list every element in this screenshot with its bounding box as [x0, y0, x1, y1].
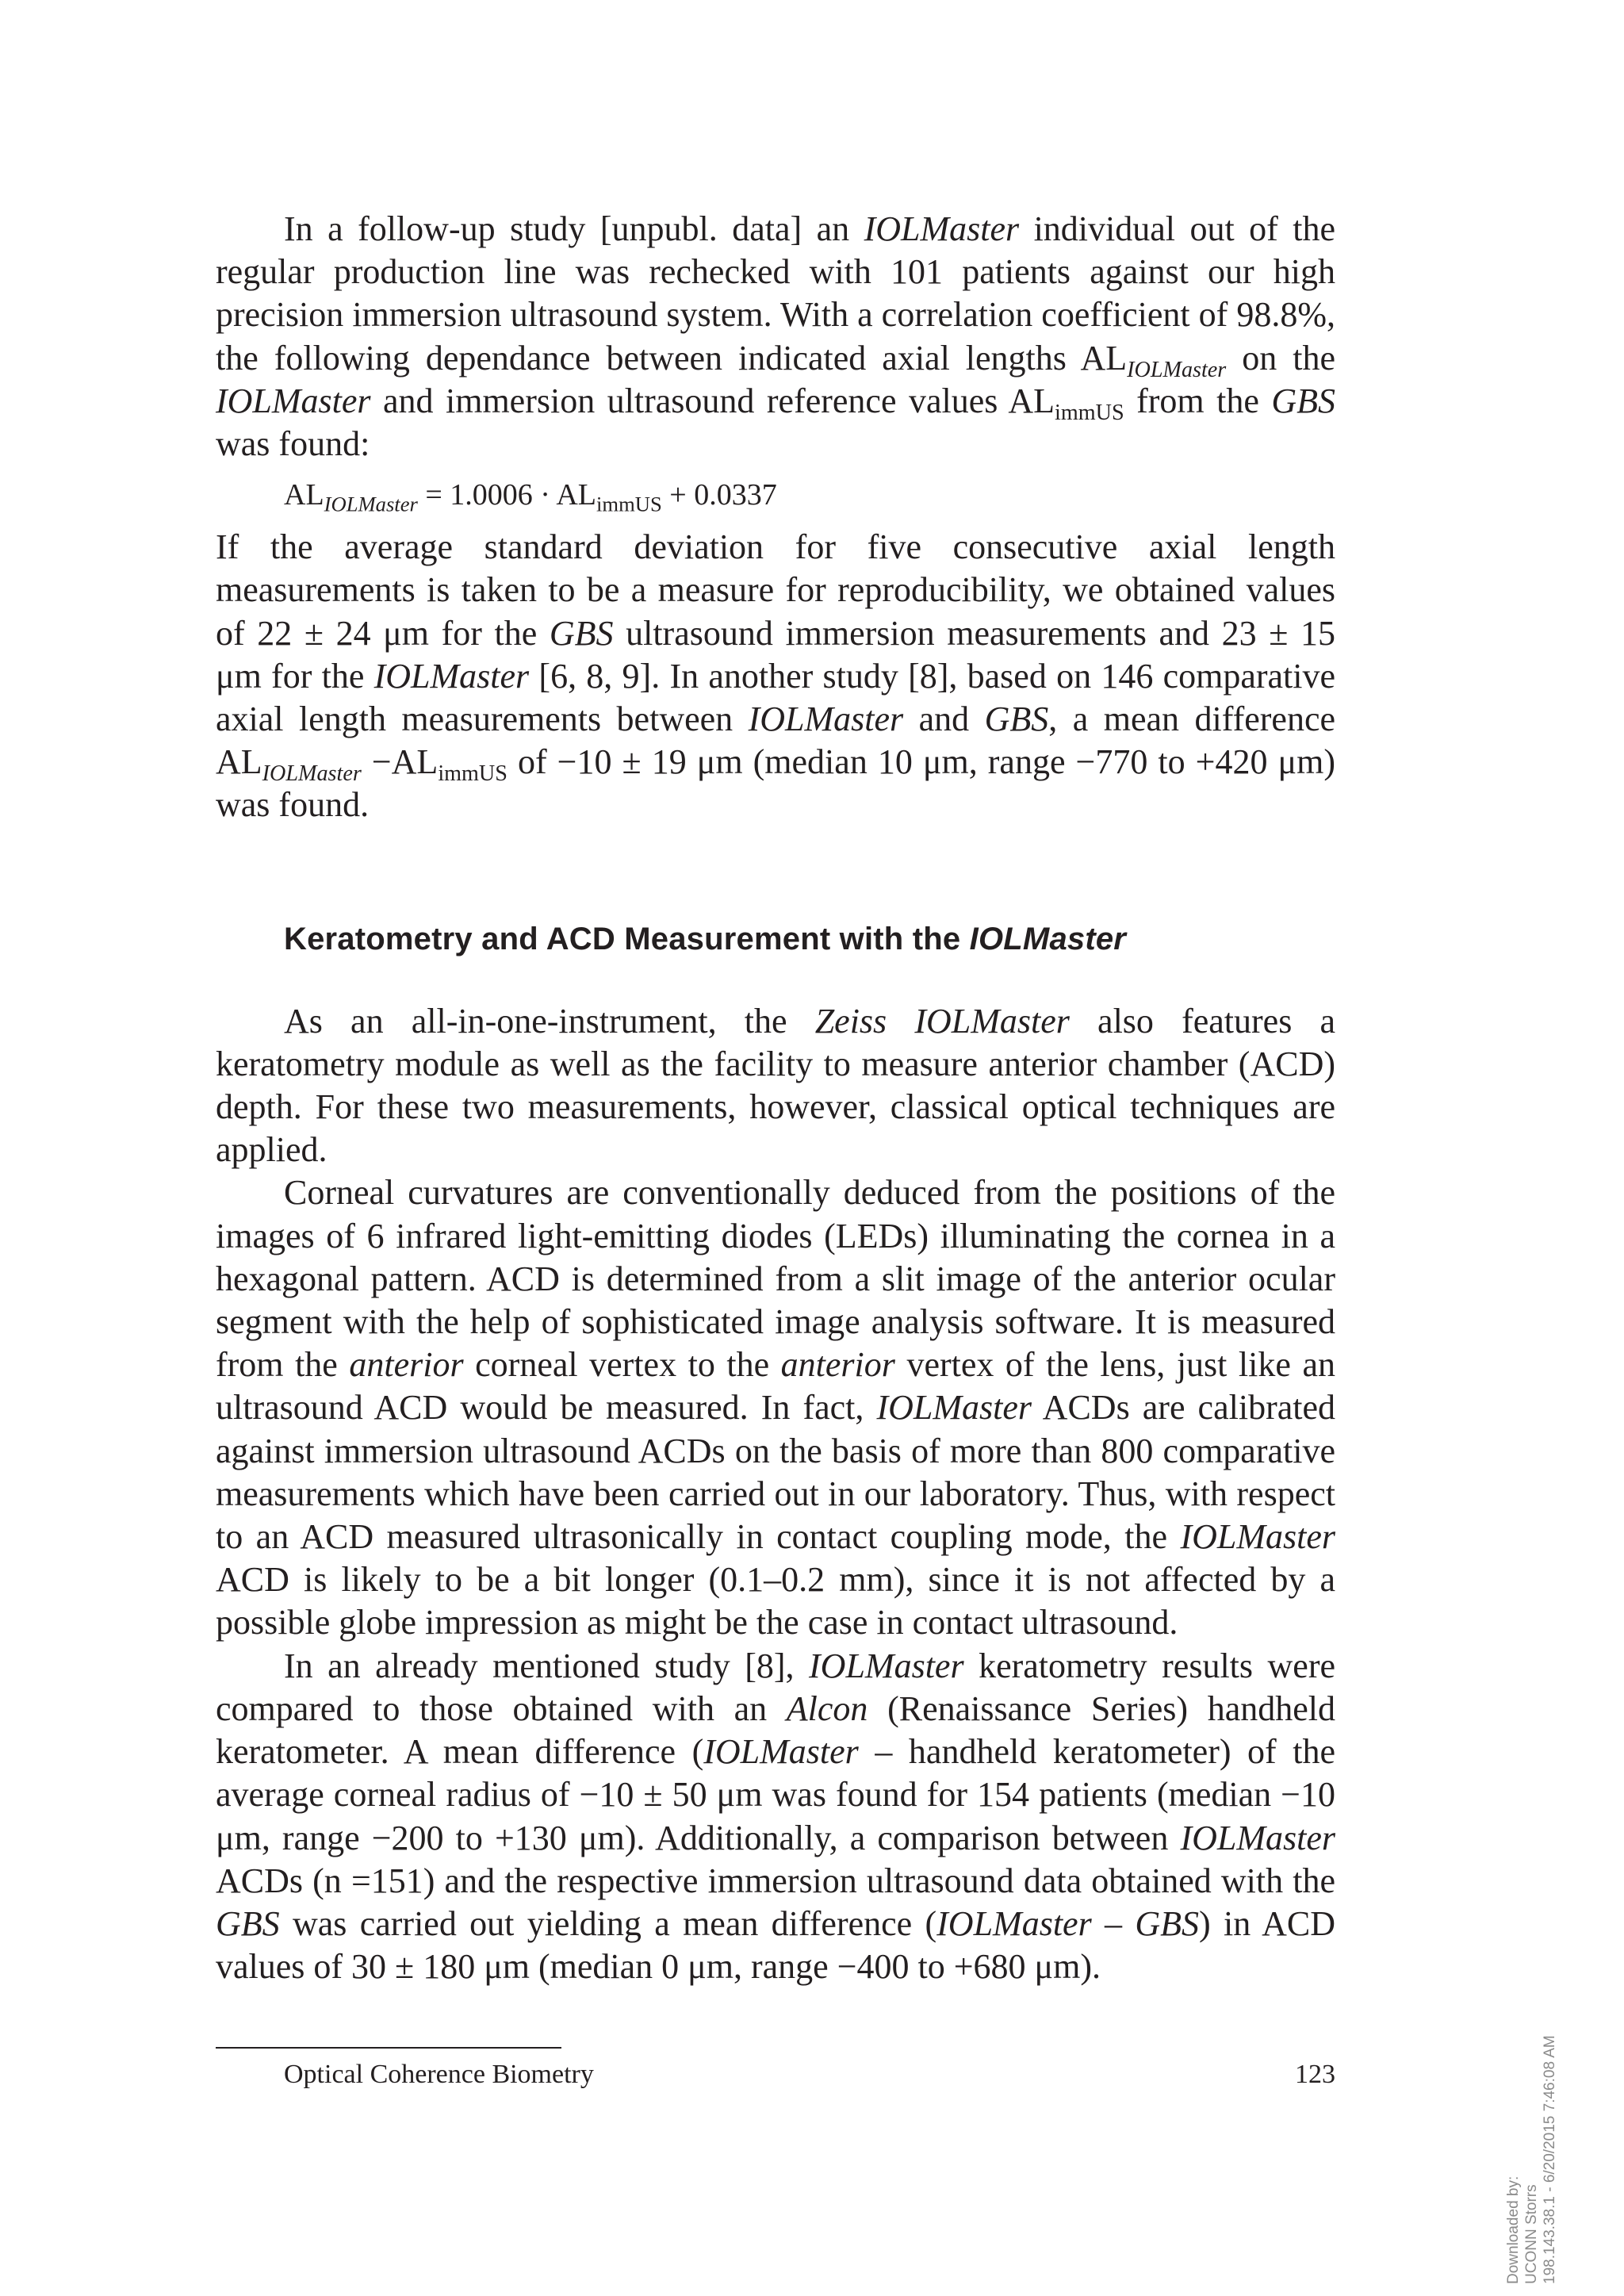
- page-body: [216, 208, 1335, 1988]
- stamp-line-1: Downloaded by:: [1505, 2175, 1522, 2284]
- section-heading: Keratometry and ACD Measurement with the IOLMaster: [284, 921, 1127, 956]
- paragraph-follow-up-study: In a follow-up study [unpubl. data] an IOLMaster individual out of the regular production line was rechecked with 101 patients against our high precision immersion ultrasound system. With a correlation coefficient of 98.8%, the following dependance between indicated axial lengths $AL_{IOLMaster}$ on the IOLMaster and immersion ultrasound reference values $AL_{immUS}$ from the GBS was found:: [216, 209, 1335, 464]
- paragraph-keratometry-comparison: In an already mentioned study [8], IOLMaster keratometry results were compared to those obtained with an Alcon (Renaissance Series) handheld keratometer. A mean difference (IOLMaster – handheld keratometer) of the average corneal radius of −10 ± 50 μm was found for 154 patients (median −10 μm, range −200 to +130 μm). Additionally, a comparison between IOLMaster ACDs (n =151) and the respective immersion ultrasound data obtained with the GBS was carried out yielding a mean difference (IOLMaster – GBS) in ACD values of 30 ± 180 μm (median 0 μm, range −400 to +680 μm).: [216, 1646, 1336, 1987]
- footer-rule: [216, 2047, 561, 2049]
- paragraph-reproducibility: If the average standard deviation for five consecutive axial length measurements is taken to be a measure for reproducibility, we obtained values of 22 ± 24 μm for the GBS ultrasound immersion measurements and 23 ± 15 μm for the IOLMaster [6, 8, 9]. In another study [8], based on 146 comparative axial length measurements between IOLMaster and GBS, a mean difference $AL_{IOLMaster} -AL_{immUS}$ of −10 ± 19 μm (median 10 μm, range −770 to +420 μm) was found.: [216, 527, 1336, 825]
- download-stamp: [1504, 1951, 1559, 2284]
- footer-book-title: Optical Coherence Biometry: [284, 2060, 594, 2089]
- stamp-line-3: 198.143.38.1 - 6/20/2015 7:46:08 AM: [1542, 2035, 1558, 2284]
- paragraph-all-in-one: As an all-in-one-instrument, the Zeiss IOLMaster also features a keratometry module as well as the facility to measure anterior chamber (ACD) depth. For these two measurements, however, classical optical techniques are applied.: [216, 1001, 1335, 1170]
- paragraph-corneal-curvatures: Corneal curvatures are conventionally deduced from the positions of the images of 6 infrared light-emitting diodes (LEDs) illuminating the cornea in a hexagonal pattern. ACD is determined from a slit image of the anterior ocular segment with the help of sophisticated image analysis software. It is measured from the anterior corneal vertex to the anterior vertex of the lens, just like an ultrasound ACD would be measured. In fact, IOLMaster ACDs are calibrated against immersion ultrasound ACDs on the basis of more than 800 comparative measurements which have been carried out in our laboratory. Thus, with respect to an ACD measured ultrasonically in contact coupling mode, the IOLMaster ACD is likely to be a bit longer (0.1–0.2 mm), since it is not affected by a possible globe impression as might be the case in contact ultrasound.: [216, 1173, 1336, 1642]
- stamp-line-2: UCONN Storrs: [1523, 2184, 1540, 2284]
- equation-axial-length: $AL_{IOLMaster} = 1.0006 \cdot AL_{immUS} + 0.0337$: [284, 478, 777, 516]
- page-number: 123: [1295, 2060, 1335, 2089]
